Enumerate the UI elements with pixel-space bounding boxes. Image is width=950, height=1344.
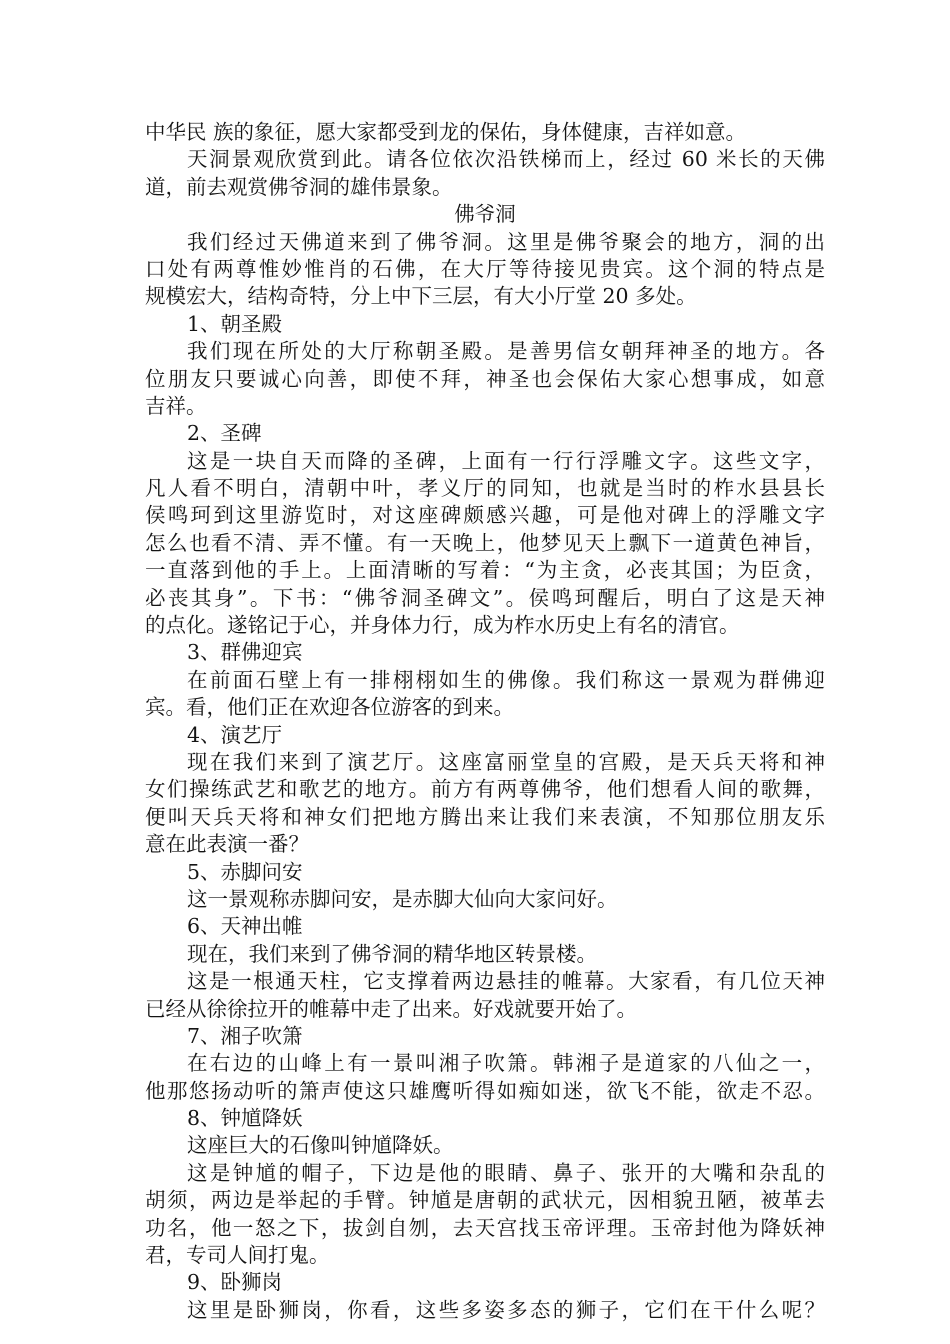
text-line: 天洞景观欣赏到此。请各位依次沿铁梯而上，经过 60 米长的天佛 bbox=[187, 147, 825, 172]
text-line: 9、卧狮岗 bbox=[187, 1270, 283, 1295]
text-line: 女们操练武艺和歌艺的地方。前方有两尊佛爷，他们想看人间的歌舞， bbox=[145, 777, 825, 802]
text-line: 6、天神出帷 bbox=[187, 914, 303, 939]
text-line: 5、赤脚问安 bbox=[187, 859, 303, 884]
text-line: 在前面石壁上有一排栩栩如生的佛像。我们称这一景观为群佛迎 bbox=[187, 667, 825, 692]
text-line: 1、朝圣殿 bbox=[187, 311, 283, 336]
text-line: 3、群佛迎宾 bbox=[187, 640, 303, 665]
text-line: 这是一根通天柱，它支撑着两边悬挂的帷幕。大家看，有几位天神 bbox=[187, 969, 825, 994]
text-line: 必丧其身”。下书：“佛爷洞圣碑文”。侯鸣珂醒后，明白了这是天神 bbox=[145, 585, 825, 610]
text-line: 4、演艺厅 bbox=[187, 722, 283, 747]
text-line: 宾。看，他们正在欢迎各位游客的到来。 bbox=[145, 695, 514, 720]
text-line: 一直落到他的手上。上面清晰的写着：“为主贪，必丧其国；为臣贪， bbox=[145, 558, 825, 583]
text-line: 已经从徐徐拉开的帷幕中走了出来。好戏就要开始了。 bbox=[145, 996, 637, 1021]
text-line: 便叫天兵天将和神女们把地方腾出来让我们来表演，不知那位朋友乐 bbox=[145, 804, 825, 829]
text-line: 怎么也看不清、弄不懂。有一天晚上，他梦见天上飘下一道黄色神旨， bbox=[145, 530, 825, 555]
text-line: 7、湘子吹箫 bbox=[187, 1023, 303, 1048]
text-line: 口处有两尊惟妙惟肖的石佛，在大厅等待接见贵宾。这个洞的特点是 bbox=[145, 256, 825, 281]
text-line: 侯鸣珂到这里游览时，对这座碑颇感兴趣，可是他对碑上的浮雕文字 bbox=[145, 503, 825, 528]
text-line: 意在此表演一番？ bbox=[145, 832, 309, 857]
text-line: 8、钟馗降妖 bbox=[187, 1106, 303, 1131]
text-line: 凡人看不明白，清朝中叶，孝义厅的同知，也就是当时的柞水县县长 bbox=[145, 476, 825, 501]
document-page bbox=[145, 119, 825, 1324]
text-line: 我们现在所处的大厅称朝圣殿。是善男信女朝拜神圣的地方。各 bbox=[187, 339, 825, 364]
section-heading: 佛爷洞 bbox=[454, 202, 516, 227]
text-line: 的点化。遂铭记于心，并身体力行，成为柞水历史上有名的清官。 bbox=[145, 613, 740, 638]
text-line: 胡须，两边是举起的手臂。钟馗是唐朝的武状元，因相貌丑陋，被革去 bbox=[145, 1188, 825, 1213]
text-line: 位朋友只要诚心向善，即使不拜，神圣也会保佑大家心想事成，如意 bbox=[145, 366, 825, 391]
text-line: 现在，我们来到了佛爷洞的精华地区转景楼。 bbox=[187, 941, 597, 966]
text-line: 这是钟馗的帽子，下边是他的眼睛、鼻子、张开的大嘴和杂乱的 bbox=[187, 1160, 825, 1185]
text-line: 这是一块自天而降的圣碑，上面有一行行浮雕文字。这些文字， bbox=[187, 448, 825, 473]
text-line: 在右边的山峰上有一景叫湘子吹箫。韩湘子是道家的八仙之一， bbox=[187, 1051, 825, 1076]
text-line: 功名，他一怒之下，拔剑自刎，去天宫找玉帝评理。玉帝封他为降妖神 bbox=[145, 1215, 825, 1240]
text-line: 我们经过天佛道来到了佛爷洞。这里是佛爷聚会的地方，洞的出 bbox=[187, 229, 825, 254]
text-line: 这座巨大的石像叫钟馗降妖。 bbox=[187, 1133, 454, 1158]
text-line: 道，前去观赏佛爷洞的雄伟景象。 bbox=[145, 174, 453, 199]
text-line: 吉祥。 bbox=[145, 393, 207, 418]
text-line: 他那悠扬动听的箫声使这只雄鹰听得如痴如迷，欲飞不能，欲走不忍。 bbox=[145, 1078, 825, 1103]
text-line: 现在我们来到了演艺厅。这座富丽堂皇的宫殿，是天兵天将和神 bbox=[187, 749, 825, 774]
text-line: 这里是卧狮岗，你看，这些多姿多态的狮子，它们在干什么呢？ bbox=[187, 1297, 825, 1322]
text-line: 中华民 族的象征，愿大家都受到龙的保佑，身体健康，吉祥如意。 bbox=[145, 120, 747, 144]
text-line: 规模宏大，结构奇特，分上中下三层，有大小厅堂 20 多处。 bbox=[145, 284, 697, 309]
text-line: 这一景观称赤脚问安，是赤脚大仙向大家问好。 bbox=[187, 886, 618, 911]
text-line: 2、圣碑 bbox=[187, 421, 262, 446]
text-line: 君，专司人间打鬼。 bbox=[145, 1243, 330, 1268]
